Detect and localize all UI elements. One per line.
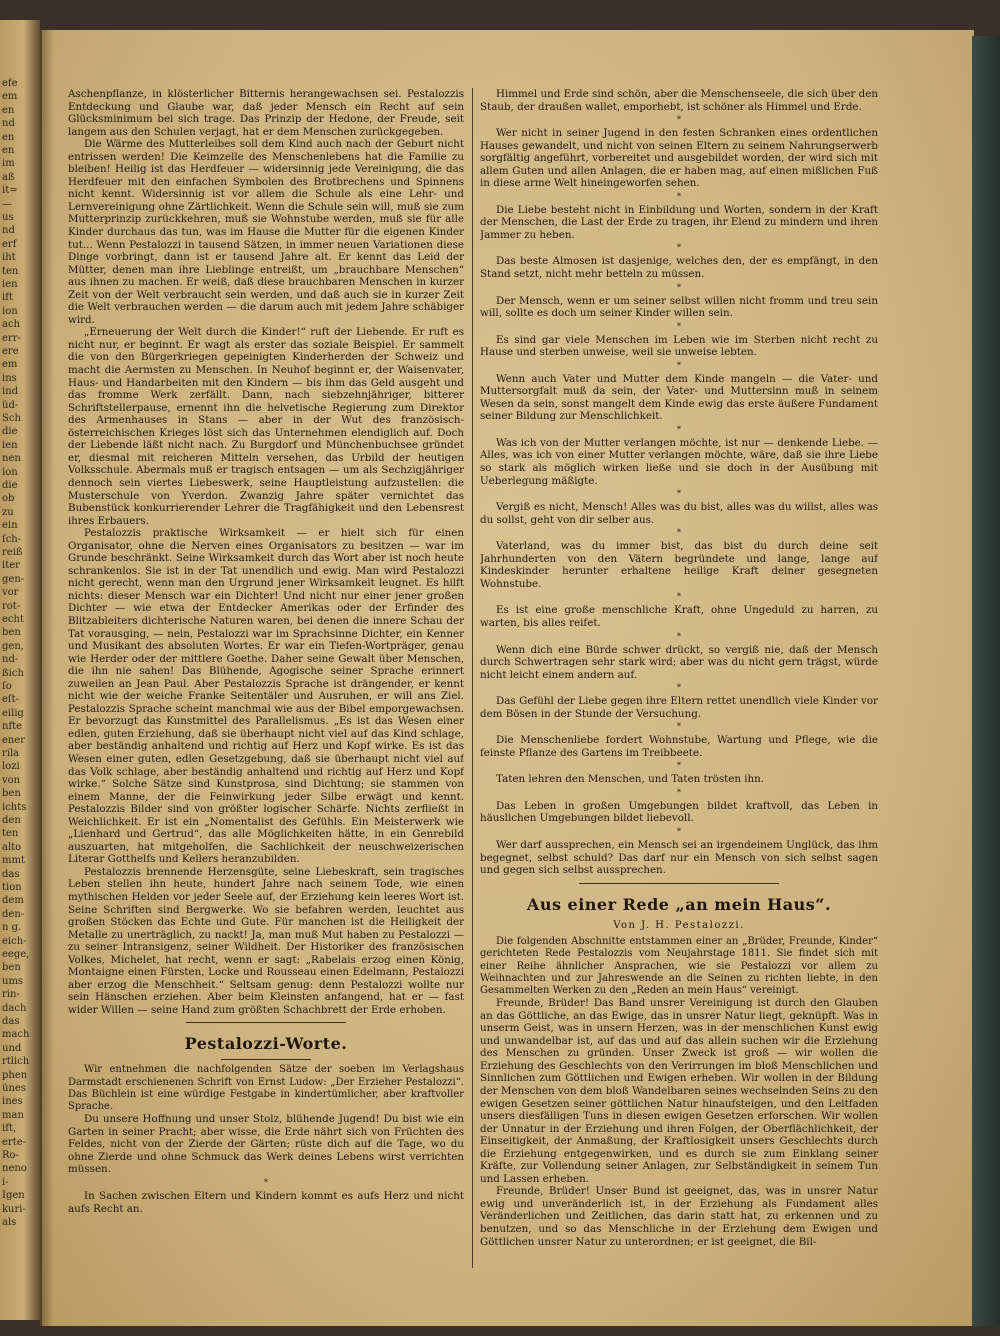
maxim: Der Mensch, wenn er um seiner selbst willen nicht fromm und treu sein will, sollte es doch um seiner Kinder willen sein. <box>480 294 878 320</box>
previous-page-fragment: ob <box>2 493 15 505</box>
separator-star: * <box>264 1178 268 1188</box>
page-gutter-shadow <box>40 30 54 1326</box>
previous-page-fragment: us <box>2 212 14 223</box>
previous-page-fragment: ind <box>2 386 19 398</box>
byline: Von J. H. Pestalozzi. <box>613 919 745 931</box>
maxim: Taten lehren den Menschen, und Taten trösten ihn. <box>496 773 765 786</box>
previous-page-fragment: ift, <box>2 1123 17 1135</box>
previous-page-fragment: ten <box>2 265 19 277</box>
previous-page-fragment: gen- <box>2 573 25 585</box>
previous-page-fragment: ien <box>2 279 18 290</box>
maxim: Das Gefühl der Liebe gegen ihre Eltern rettet unendlich viele Kinder vor dem Bösen in der Stunde der Versuchung. <box>480 695 878 720</box>
previous-page-fragment: üd- <box>2 399 19 411</box>
previous-page-fragment: iter <box>2 560 20 572</box>
previous-page-fragment: nd <box>2 225 15 237</box>
maxim: Wer darf aussprechen, ein Mensch sei an irgendeinem Unglück, das ihm begegnet, selbst schuld? Das darf nur ein Mensch von sich selbst sagen und gegen sich selbst aussprechen. <box>480 838 878 877</box>
previous-page-fragment: ben <box>2 627 21 639</box>
previous-page-fragment: eſt- <box>2 694 20 706</box>
previous-page-fragment: Sch <box>2 413 21 424</box>
previous-page-fragment: ion <box>2 305 18 317</box>
previous-page-fragment: i- <box>2 1176 9 1188</box>
maxim: In Sachen zwischen Eltern und Kindern kommt es aufs Herz und nicht aufs Recht an. <box>68 1190 464 1215</box>
maxim: Wenn auch Vater und Mutter dem Kinde mangeln — die Vater- und Muttersorgfalt muß da sein, der Vater- und Muttersinn muß in seinem Wesen da sein, sonst mangelt dem Kinde ewig das erste äußere Fundament seiner Bildung zur Menschlichkeit. <box>480 372 878 423</box>
maxim: Es sind gar viele Menschen im Leben wie im Sterben nicht recht zu Hause und sterben unweise, weil sie unweise lebten. <box>480 333 878 359</box>
rede-paragraph: Freunde, Brüder! Das Band unsrer Vereinigung ist durch den Glauben an das Göttliche, an das Ewige, das in unsrer Natur liegt, geknüpft. Was in unserm Geist, was in unsern Herzen, was in der menschlichen Kunst ewig und unwandelbar ist, auf das und auf das allein suchen wir die Erziehung des Menschen zu gründen. Unser Zweck ist groß — wir wollen die Erziehung des Geschlechts von den Verirrungen im bloß Menschlichen und Sinnlichen zum Göttlichen und Ewigen erheben. Wir wollen in der Bildung der Menschen von dem bloß Wandelbaren seines wechselnden Seins zu den ewigen Gesetzen seiner göttlichen Natur hinaufsteigen, und den Leitfaden unsers diesfälligen Tuns in diesen ewigen Gesetzen erforschen. Wir wollen der Unnatur in der Erziehung und ihren Folgen, der Oberflächlichkeit, der Einseitigkeit, der Anmaßung, der Kraftlosigkeit unsers Geschlechts durch die Erziehung entgegenwirken, und es durch sie zum Einklang seiner Kräfte, zur Vollendung seiner Anlagen, zur Selbständigkeit in seinem Tun und Lassen erheben. <box>480 997 878 1185</box>
previous-page-fragment: phen <box>2 1069 28 1081</box>
previous-page-fragment: ſo <box>2 681 12 692</box>
maxim: Es ist eine große menschliche Kraft, ohne Ungeduld zu harren, zu warten, bis alles reifet. <box>480 604 878 629</box>
rede-intro: Die folgenden Abschnitte entstammen einer an „Brüder, Freunde, Kinder“ gerichteten Rede Pestalozzis vom Neujahrstage 1811. Sie findet sich mit einer Reihe ähnlicher Ansprachen, wie sie Pestalozzi vor allem zu Weihnachten und zur Jahreswende an die Seinen zu richten liebte, in den Gesammelten Werken zu den „Reden an mein Haus“ vereinigt. <box>480 936 878 996</box>
left-column <box>68 88 464 1248</box>
previous-page-fragment: ſch- <box>2 533 22 545</box>
previous-page-fragment: ach <box>2 319 21 331</box>
separator-star: * <box>677 683 681 693</box>
separator-star: * <box>677 592 681 602</box>
previous-page-fragment: ere <box>2 346 19 357</box>
separator-star: * <box>677 631 681 641</box>
previous-page-fragment: ien <box>2 439 18 451</box>
column-divider <box>472 88 473 1268</box>
separator-star: * <box>677 243 681 253</box>
previous-page-fragment: erte- <box>2 1136 27 1148</box>
previous-page-fragment: mmt <box>2 855 25 867</box>
previous-page-fragment: iht <box>2 252 16 264</box>
previous-page-fragment: rtlich <box>2 1056 30 1068</box>
previous-page-fragment: aß <box>2 171 15 183</box>
article-paragraph: Aschenpflanze, in klösterlicher Bitternis herangewachsen sei. Pestalozzis Entdeckung und Glaube war, daß jeder Mensch ein Recht auf sein Glücksminimum bei sich trage. Das Prinzip der Hedone, der Freude, seit langem aus den Schulen verjagt, hat er dem Menschen zurückgegeben. <box>68 88 464 138</box>
separator-star: * <box>677 115 681 125</box>
previous-page-fragment: den <box>2 815 21 826</box>
article-paragraph: „Erneuerung der Welt durch die Kinder!“ ruft der Liebende. Er ruft es nicht nur, er beginnt. Er wagt als erster das soziale Beispiel. Er sammelt die von den Bürgerkriegen gepeinigten Kinderherden der Schweiz und macht die Aermsten zu Menschen. In Neuhof beginnt er, der Waisenvater, Haus- und Handarbeiten mit den Kindern — bis ihm das Geld ausgeht und das fromme Werk zerfällt. Dann, nach siebzehnjähriger, bitterer Schriftstellerpause, ernennt ihn die helvetische Regierung zum Direktor des Armenhauses in Stans — aber in der Wut des französisch-österreichischen Krieges löst sich das Unternehmen elendiglich auf. Doch der Liebende läßt nicht nach. Zu Burgdorf und Münchenbuchsee gründet er, diesmal mit reicheren Mitteln versehen, das Urbild der heutigen Volksschule. Abermals muß er tragisch entsagen — um als Sechzigjähriger dennoch sein viertes Liebeswerk, seine Hauptleistung aufzustellen: die Musterschule von Yverdon. Zwanzig Jahre später vernichtet das Bubenstück konkurrierender Lehrer die Tragfähigkeit und den Lebensrest ihres Erbauers. <box>68 326 464 527</box>
previous-page-fragment: von <box>2 774 21 786</box>
section-heading-rede: Aus einer Rede „an mein Haus“. <box>526 894 832 914</box>
previous-page-fragment: kuri- <box>2 1203 26 1215</box>
maxim: Was ich von der Mutter verlangen möchte, ist nur — denkende Liebe. — Alles, was ich von einer Mutter verlangen möchte, wäre, daß sie ihre Liebe so stark als möglich wirken ließe und sie doch in der Ausübung mit Ueberlegung mäßigte. <box>480 436 878 487</box>
previous-page-fragment: rila <box>2 748 20 759</box>
previous-page-fragment: im <box>2 158 15 170</box>
rede-paragraph: Freunde, Brüder! Unser Bund ist geeignet, das, was in unsrer Natur ewig und unveränderlich ist, in der Erziehung als Fundament alles Veränderlichen und Zeitlichen, das darin statt hat, zu erkennen und zu benutzen, und so das Menschliche in der Erziehung dem Ewigen und Göttlichen unsrer Natur zu unterordnen; er ist geeignet, die Bil- <box>480 1185 878 1248</box>
separator-star: * <box>677 761 681 771</box>
previous-page-fragment: ben <box>2 788 21 800</box>
maxim: Himmel und Erde sind schön, aber die Menschenseele, die sich über den Staub, der draußen wallet, emporhebt, ist schöner als Himmel und Erde. <box>480 88 878 113</box>
separator-star: * <box>677 282 681 292</box>
section-heading-worte: Pestalozzi-Worte. <box>184 1034 348 1054</box>
previous-page-fragment: en <box>2 104 15 116</box>
previous-page-fragment: ener <box>2 734 26 746</box>
previous-page-fragment: rot- <box>2 600 21 612</box>
previous-page-fragment: reiß <box>2 547 23 558</box>
previous-page-fragment: ten <box>2 828 19 840</box>
separator-star: * <box>677 489 681 499</box>
maxim: Vergiß es nicht, Mensch! Alles was du bist, alles was du willst, alles was du sollst, geht von dir selber aus. <box>480 501 878 526</box>
heading-underline <box>221 1059 311 1060</box>
separator-star: * <box>677 826 681 836</box>
previous-page-fragment: ichts <box>2 801 27 813</box>
previous-page-fragment: vor <box>2 587 19 599</box>
previous-page-fragment: efe <box>2 78 18 89</box>
previous-page-fragment: echt <box>2 614 24 625</box>
separator-star: * <box>677 321 681 331</box>
previous-page-fragment: ben <box>2 962 21 974</box>
worte-intro: Wir entnehmen die nachfolgenden Sätze der soeben im Verlagshaus Darmstadt erschienenen Schrift von Ernst Ludow: „Der Erzieher Pestalozzi“. Das Büchlein ist eine würdige Festgabe in kindertümlicher, aber kraftvoller Sprache. <box>68 1064 464 1113</box>
previous-page-fragment: zu <box>2 506 14 518</box>
article-pestalozzi <box>68 88 464 1016</box>
separator-star: * <box>677 424 681 434</box>
separator-star: * <box>677 191 681 201</box>
previous-page-fragment: man <box>2 1109 24 1121</box>
previous-page-fragment: lozi <box>2 761 20 773</box>
previous-page-fragment: und <box>2 1042 22 1054</box>
maxim: Das beste Almosen ist dasjenige, welches den, der es empfängt, in den Stand setzt, nicht mehr betteln zu müssen. <box>480 255 878 281</box>
previous-page-fragment: gen, <box>2 640 24 652</box>
section-rule <box>579 883 779 884</box>
previous-page-fragment: it= <box>2 185 18 197</box>
previous-page-fragment: ift <box>2 292 13 304</box>
previous-page-fragment: dem <box>2 895 24 907</box>
previous-page-fragment: die <box>2 426 18 438</box>
previous-page-fragment: eich- <box>2 935 27 947</box>
previous-page-fragment: mach <box>2 1029 30 1041</box>
previous-page-fragment: alto <box>2 841 22 853</box>
previous-page-fragment: em <box>2 91 18 103</box>
previous-page-fragment: rin- <box>2 989 20 1001</box>
previous-page-fragment: ins <box>2 372 17 384</box>
previous-page-fragment: Igen <box>2 1190 25 1202</box>
maxims-list <box>480 88 878 877</box>
article-paragraph: Pestalozzis brennende Herzensgüte, seine Liebeskraft, sein tragisches Leben stellen ihn heute, hundert Jahre nach seinem Tode, wie einen mythischen Helden vor jeder Seele auf, der Erziehung kein leeres Wort ist. Seine Schriften sind Bergwerke. Wo sie befahren werden, leuchtet aus großen Stöcken das Echte und Gute. Für manchen ist die Heiligkeit der Metalle zu unerträglich, zu nackt! Ja, man muß Mut haben zu Pestalozzi — zu seiner Intransigenz, seiner Wildheit. Der Historiker des französischen Volkes, Michelet, hat recht, wenn er sagt: „Rabelais erzog einen König, Montaigne einen Fürsten, Locke und Rousseau einen Edelmann, Pestalozzi aber erzog die Menschheit.“ Seltsam genug: denn Pestalozzi wollte nur sein Hänschen erziehen. Aber beim Kleinsten anfangend, hat er — fast wider Willen — seine Hand zum größten Schachbrett der Erde erhoben. <box>68 865 464 1016</box>
maxim: Du unsere Hoffnung und unser Stolz, blühende Jugend! Du bist wie ein Garten in seiner Pracht; aber wisse, die Erde nährt sich von Früchten des Feldes, nicht von der Zierde der Gärten; rüste dich auf die Tage, wo du ohne Zierde und ohne Schmuck das Werk deines Lebens wirst verrichten müssen. <box>68 1113 464 1176</box>
previous-page-fragment: den- <box>2 908 25 920</box>
previous-page-fragment: en <box>2 145 15 156</box>
previous-page-fragment: das <box>2 868 20 880</box>
previous-page-edge <box>0 20 40 1320</box>
previous-page-fragment: — <box>2 198 12 210</box>
previous-page-fragment: ums <box>2 975 24 987</box>
previous-page-fragment: nen <box>2 453 21 465</box>
separator-star: * <box>677 722 681 732</box>
maxim: Das Leben in großen Umgebungen bildet kraftvoll, das Leben in häuslichen Umgebungen bildet liebevoll. <box>480 799 878 825</box>
maxim: Wer nicht in seiner Jugend in den festen Schranken eines ordentlichen Hauses gewandelt, und nicht von seinen Eltern zu seinem Nahrungserwerb sorgfältig angeführt, vorbereitet und ausgebildet worden, der wird sich mit allem Guten und allen Anlagen, die er haben mag, auf einen mißlichen Fuß in diese arme Welt hineingeworfen sehen. <box>480 127 878 190</box>
previous-page-fragment: ion <box>2 466 18 478</box>
previous-page-fragment: em <box>2 359 18 371</box>
previous-page-fragment: nfte <box>2 721 23 733</box>
maxim: Die Liebe besteht nicht in Einbildung und Worten, sondern in der Kraft der Menschen, die Last der Erde zu tragen, ihr Elend zu mindern und ihren Jammer zu heben. <box>480 203 878 241</box>
previous-page-fragment: das <box>2 1016 20 1027</box>
previous-page-fragment: ines <box>2 1096 23 1108</box>
right-column <box>480 88 878 1268</box>
separator-star: * <box>677 360 681 370</box>
previous-page-fragment: erf <box>2 238 17 250</box>
previous-page-fragment: err- <box>2 332 21 344</box>
previous-page-fragment: ein <box>2 520 18 532</box>
article-paragraph: Die Wärme des Mutterleibes soll dem Kind auch nach der Geburt nicht entrissen werden! Die Keimzelle des Menschenlebens hat die Familie zu bleiben! Heilig ist das Herdfeuer — widersinnig jede Vereinigung, die das Herdfeuer mit den einfachen Symbolen des Brotbrechens und Spinnens nicht kennt. Widersinnig ist vor allem die Schule als eine Lehr- und Lernvereinigung ohne Zärtlichkeit. Wenn die Schule sein will, muß sie zum Mutterprinzip zurückkehren, muß sie Wohnstube werden, muß sie für alle Kinder durchaus das tun, was im Hause die Mutter für die eigenen Kinder tut... Wenn Pestalozzi in tausend Sätzen, in immer neuen Variationen diese Dinge vorbringt, dann ist er tausend Jahre alt. Er kennt das Leid der Mütter, denen man ihre Lieblinge entreißt, um „brauchbare Menschen“ aus ihnen zu machen. Er weiß, daß diese brauchbaren Menschen in kurzer Zeit von der Welt verbraucht sein werden, und daß auch sie in kurzer Zeit die Welt verbrauchen werden — die darum auch mit jedem Jahre schäbiger wird. <box>68 138 464 326</box>
maxim: Vaterland, was du immer bist, das bist du durch deine seit Jahrhunderten von den Vätern begründete und lange, lange auf Kindeskinder herunter erhaltene heilige Kraft deiner gesegneten Wohnstube. <box>480 540 878 590</box>
previous-page-fragment: nd <box>2 118 15 130</box>
separator-star: * <box>677 528 681 538</box>
maxim: Die Menschenliebe fordert Wohnstube, Wartung und Pflege, wie die feinste Pflanze des Gartens im Treibbeete. <box>480 734 878 759</box>
previous-page-fragment: ßich <box>2 667 24 679</box>
previous-page-fragment: n g. <box>2 922 22 934</box>
section-rule <box>186 1022 346 1023</box>
separator-star: * <box>677 787 681 797</box>
book-binding <box>972 36 1000 1326</box>
previous-page-fragment: en <box>2 131 15 143</box>
article-paragraph: Pestalozzis praktische Wirksamkeit — er hielt sich für einen Organisator, ohne die Nerven eines Organisators zu besitzen — war im Grunde beschränkt. Seine Wirksamkeit durch das Wort aber ist noch heute schrankenlos. Sie ist in der Tat unendlich und ewig. Man wird Pestalozzi nicht gerecht, wenn man den Urgrund jener Wirksamkeit leugnet. Es hilft nichts: dieser Mensch war ein Dichter! Und nicht nur einer jener großen Dichter — wie etwa der Entdecker Amerikas oder der Erfinder des Blitzableiters dichterische Naturen waren, bei denen die innere Schau der Tat vorausging, — nein, Pestalozzi war im Sprachsinne Dichter, ein Kenner und Musikant des absoluten Wortes. Er war ein Tiefen-Wortpräger, genau wie Herder oder der mittlere Goethe. Daher seine Gewalt über Menschen, die ihn nie sahen! Das Blühende, Agogische seiner Sprache erinnert zuweilen an Jean Paul. Aber Pestalozzis Sprache ist drängender, er kennt nicht wie der weiche Franke Seitentäler und Ausruhen, er will ans Ziel. Pestalozzis Sprache scheint manchmal wie aus der Bibel emporgewachsen. Er bevorzugt das Kunstmittel des Parallelismus. „Es ist das Wesen einer edlen, guten Erziehung, daß sie überhaupt nicht viel auf das Kind schlage, aber beständig anhaltend und richtig auf Herz und Kopf wirke. Es ist das Wesen einer guten, edlen Gesetzgebung, daß sie überhaupt nicht viel auf das Volk schlage, aber beständig anhaltend und richtig auf Herz und Kopf wirke.“ Solche Sätze sind Kunstprosa, sind Dichtung; sie stammen von einem Manne, der die Feinwirkung jeder Silbe erwägt und kennt. Pestalozzis Bilder sind von größter logischer Schärfe. Nichts zerfließt in Weichlichkeit. Er ist ein „Nomentalist des Gefühls. Ein Meisterwerk wie „Lienhard und Gertrud“, das alle Möglichkeiten hätte, in ein Genrebild auszuarten, hat mitgeholfen, die Sachlichkeit der neuschweizerischen Literar Gotthelfs und Kellers heranzubilden. <box>68 527 464 866</box>
previous-page-fragment: tion <box>2 882 22 893</box>
previous-page-fragment: nd- <box>2 654 19 666</box>
previous-page-fragment: Ro- <box>2 1150 19 1161</box>
previous-page-fragment: als <box>2 1217 17 1228</box>
maxim: Wenn dich eine Bürde schwer drückt, so vergiß nie, daß der Mensch durch Schwertragen sehr stark wird; aber was du nicht gern trägst, würde nicht leicht einem andern auf. <box>480 643 878 681</box>
previous-page-fragment: ünes <box>2 1083 26 1094</box>
previous-page-fragment: dach <box>2 1002 27 1014</box>
previous-page-fragment: neno <box>2 1163 27 1175</box>
previous-page-fragment: eege, <box>2 949 30 960</box>
previous-page-fragment: eilig <box>2 707 24 719</box>
previous-page-fragment: die <box>2 480 18 491</box>
